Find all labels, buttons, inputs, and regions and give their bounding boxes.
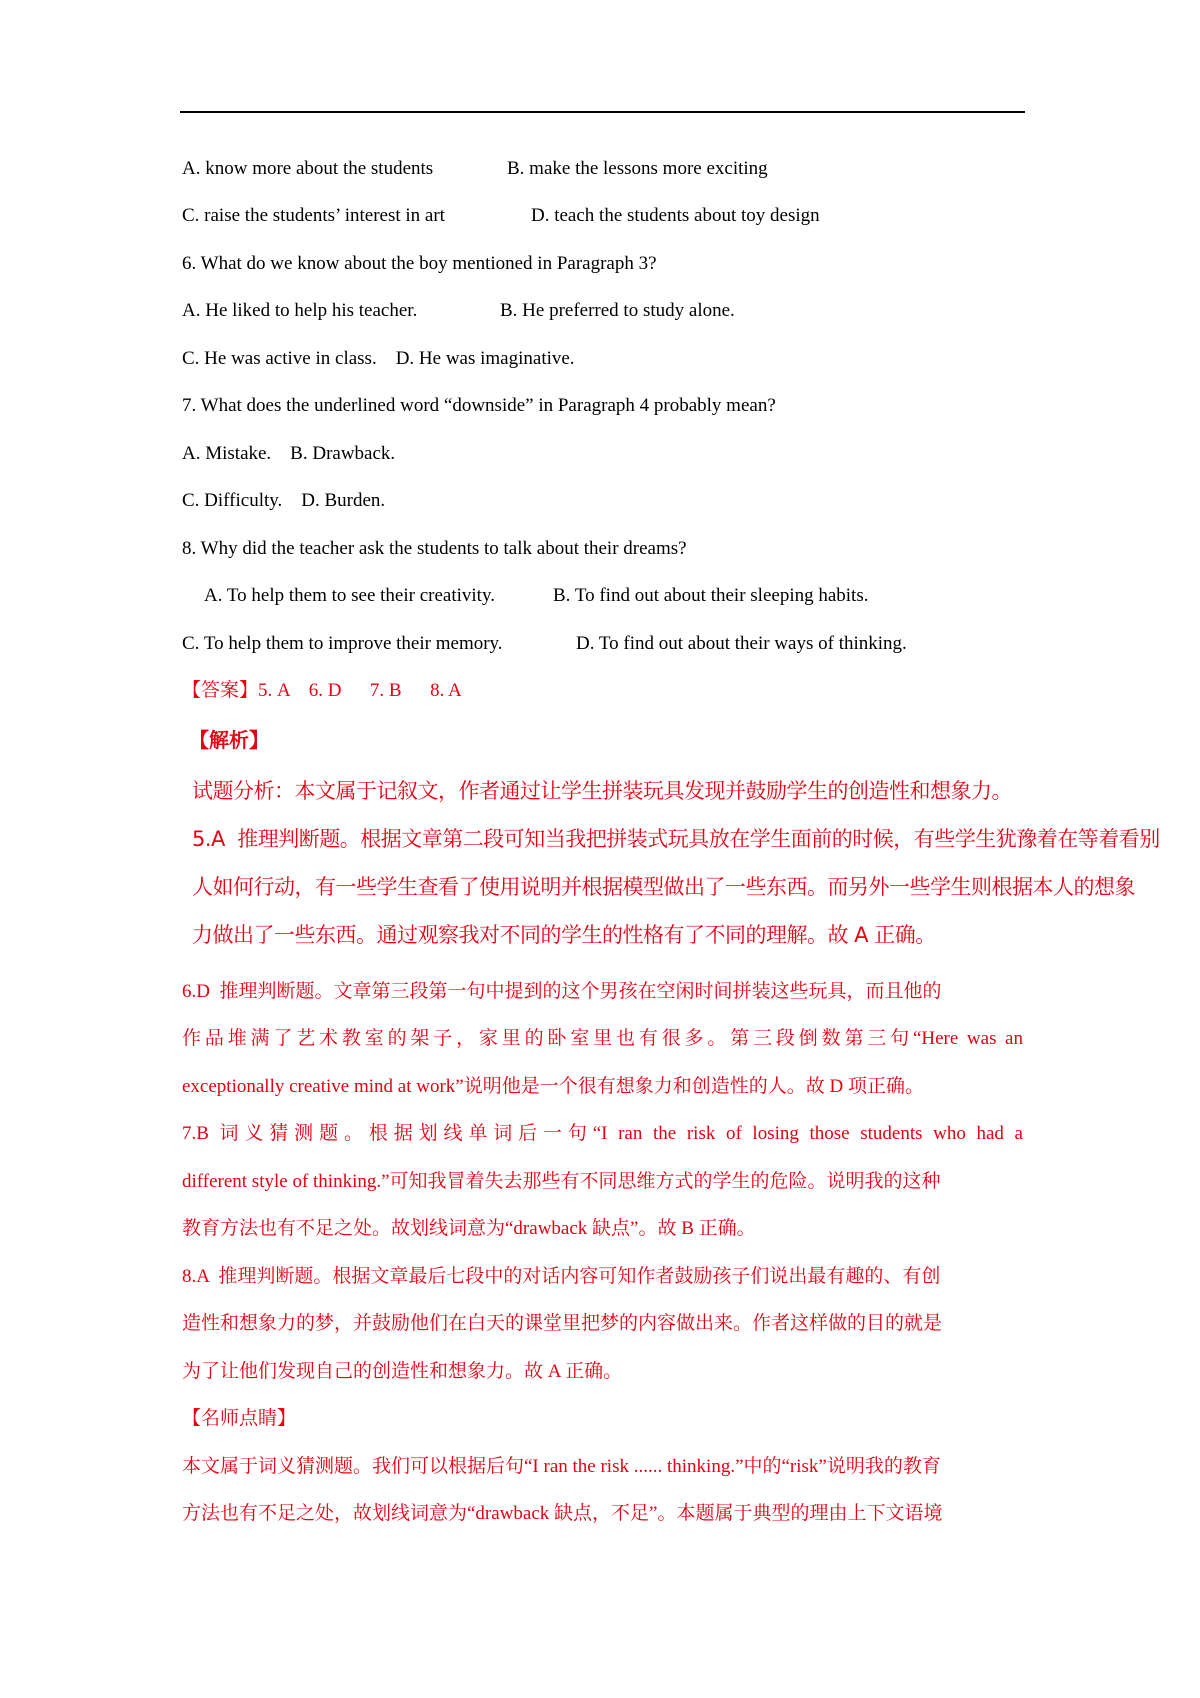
q5-option-a: A. know more about the students [182, 158, 434, 179]
header-rule [180, 111, 1025, 113]
tips-line1: 本文属于词义猜测题。我们可以根据后句“I ran the risk ...... thinking.”中的“risk”说明我的教育 [182, 1456, 941, 1477]
analysis-q6-line3: exceptionally creative mind at work”说明他是一个很有想象力和创造性的人。故 D 项正确。 [182, 1076, 924, 1097]
analysis-q7-line2: different style of thinking.”可知我冒着失去那些有不同思维方式的学生的危险。说明我的这种 [182, 1171, 941, 1192]
q7-options-ab: A. Mistake. B. Drawback. [182, 443, 396, 464]
analysis-heading: 【解析】 [189, 730, 269, 752]
q6-stem: 6. What do we know about the boy mentioned in Paragraph 3? [182, 253, 657, 274]
q6-options-cd: C. He was active in class. D. He was imaginative. [182, 348, 575, 369]
q6-option-b: B. He preferred to study alone. [500, 300, 735, 321]
answer-label: 【答案】 [182, 680, 259, 701]
analysis-q8-line3: 为了让他们发现自己的创造性和想象力。故 A 正确。 [182, 1361, 623, 1382]
analysis-q5-line3: 力做出了一些东西。通过观察我对不同的学生的性格有了不同的理解。故 A 正确。 [192, 923, 936, 947]
analysis-q8-line2: 造性和想象力的梦，并鼓励他们在白天的课堂里把梦的内容做出来。作者这样做的目的就是 [182, 1313, 943, 1334]
q8-option-c: C. To help them to improve their memory. [182, 633, 503, 654]
analysis-q6-line1: 6.D 推理判断题。文章第三段第一句中提到的这个男孩在空闲时间拼装这些玩具，而且他的 [182, 981, 942, 1002]
q7-stem: 7. What does the underlined word “downside” in Paragraph 4 probably mean? [182, 395, 776, 416]
q8-option-d: D. To find out about their ways of thinking. [576, 633, 907, 654]
q6-option-a: A. He liked to help his teacher. [182, 300, 418, 321]
q5-option-b: B. make the lessons more exciting [507, 158, 768, 179]
tips-heading: 【名师点睛】 [182, 1408, 297, 1429]
answer-line [182, 679, 462, 703]
analysis-q6-line2: 作品堆满了艺术教室的架子，家里的卧室里也有很多。第三段倒数第三句“Here was an [182, 1028, 1023, 1049]
q8-option-b: B. To find out about their sleeping habits. [553, 585, 869, 606]
q8-stem: 8. Why did the teacher ask the students to talk about their dreams? [182, 538, 687, 559]
q7-options-cd: C. Difficulty. D. Burden. [182, 490, 386, 511]
analysis-q5-line1: 5.A 推理判断题。根据文章第二段可知当我把拼装式玩具放在学生面前的时候，有些学生犹豫着在等着看别 [192, 827, 1160, 851]
analysis-q5-line2: 人如何行动，有一些学生查看了使用说明并根据模型做出了一些东西。而另外一些学生则根据本人的想象 [192, 875, 1135, 899]
q5-option-c: C. raise the students’ interest in art [182, 205, 445, 226]
analysis-q8-line1: 8.A 推理判断题。根据文章最后七段中的对话内容可知作者鼓励孩子们说出最有趣的、有创 [182, 1266, 941, 1287]
analysis-q7-line3: 教育方法也有不足之处。故划线词意为“drawback 缺点”。故 B 正确。 [182, 1218, 756, 1239]
q5-option-d: D. teach the students about toy design [531, 205, 820, 226]
q8-option-a: A. To help them to see their creativity. [204, 585, 495, 606]
tips-line2: 方法也有不足之处，故划线词意为“drawback 缺点，不足”。本题属于典型的理由上下文语境 [182, 1503, 943, 1524]
answer-text: 5. A 6. D 7. B 8. A [258, 680, 462, 701]
analysis-summary: 试题分析：本文属于记叙文，作者通过让学生拼装玩具发现并鼓励学生的创造性和想象力。 [192, 779, 1012, 803]
analysis-q7-line1: 7.B 词义猜测题。根据划线单词后一句“I ran the risk of losing those students who had a [182, 1123, 1023, 1144]
